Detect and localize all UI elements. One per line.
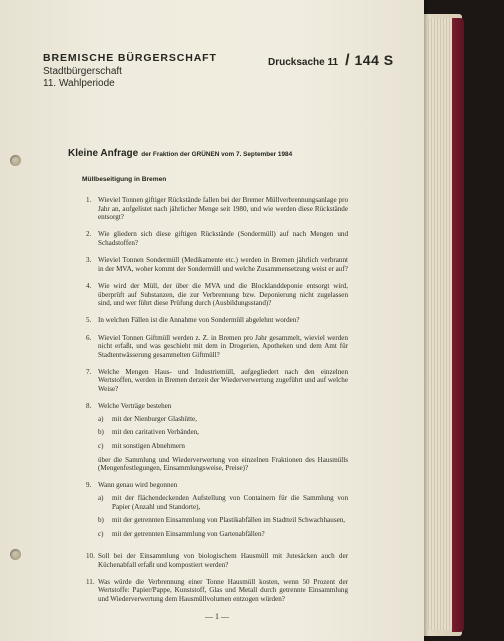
binder-cover: [452, 18, 464, 632]
question-text: Welche Verträge bestehen: [98, 402, 172, 411]
punch-hole-bottom: [10, 549, 21, 560]
question-body: [98, 196, 348, 222]
question-body: [98, 316, 348, 325]
sub-question-item: [98, 428, 348, 437]
question-item: [86, 368, 348, 394]
question-text: Wann genau wird begonnen: [98, 481, 178, 490]
question-item: [86, 578, 348, 604]
inquiry-title: Kleine Anfrage: [68, 148, 139, 159]
question-text: Was würde die Verbrennung einer Tonne Hausmüll kosten, wenn 50 Prozent der Wertstoffe: Papier/Pappe, Kunststoff, Glas und Metall durch getrennte Einsammlung und Wiederverwertung dem Hausmüllvolumen entzogen würden?: [98, 577, 348, 603]
question-item: [86, 402, 348, 473]
sub-question-text: mit sonstigen Abnehmern: [112, 442, 185, 451]
question-text: In welchen Fällen ist die Annahme von Sondermüll abgelehnt worden?: [98, 316, 300, 325]
question-body: [98, 481, 348, 543]
organization-name: BREMISCHE BÜRGERSCHAFT: [43, 52, 217, 64]
sub-question-list: [98, 415, 348, 451]
question-number: 7.: [86, 367, 92, 376]
question-text: Wieviel Tonnen Giftmüll werden z. Z. in Bremen pro Jahr gesammelt, wieviel werden nicht erfaßt, und was geschieht mit dem in Drogerien, Apotheken und dem Amt für Stadtentwässerung gesammelten Giftmüll?: [98, 333, 348, 359]
question-item: [86, 552, 348, 569]
question-number: 9.: [86, 481, 92, 490]
question-text: Soll bei der Einsammlung von biologischem Hausmüll mit Jutesäcken auch der Küchenabfall erfaßt und kompostiert werden?: [98, 551, 348, 569]
question-continuation: über die Sammlung und Wiederverwertung von einzelnen Fraktionen des Hausmülls (Mengenfestlegungen, Einsammlungsweise, Preise)?: [98, 455, 348, 473]
drucksache-reference: [268, 52, 394, 70]
question-text: Wie gliedern sich diese giftigen Rückstände (Sondermüll) auf nach Mengen und Schadstoffen?: [98, 230, 348, 247]
question-number: 11.: [86, 577, 95, 586]
question-body: [98, 230, 348, 247]
legislative-period: 11. Wahlperiode: [43, 78, 115, 89]
inquiry-topic: Müllbeseitigung in Bremen: [82, 176, 167, 183]
inquiry-heading: [68, 148, 292, 159]
sub-question-text: mit der Nienburger Glashütte,: [112, 414, 197, 423]
question-body: [98, 334, 348, 360]
question-body: [98, 256, 348, 273]
binder-page-edges: [428, 18, 454, 630]
sub-question-text: mit den caritativen Verbänden,: [112, 428, 199, 437]
question-number: 1.: [86, 196, 92, 204]
sub-question-item: [98, 442, 348, 451]
question-item: [86, 316, 348, 325]
sub-question-item: [98, 415, 348, 424]
question-number: 10.: [86, 551, 95, 560]
sub-question-item: [98, 530, 348, 539]
question-text: Wieviel Tonnen Sondermüll (Medikamente etc.) werden in Bremen jährlich verbrannt in der MVA, woher kommt der Sondermüll und welche Zusammensetzung weist er auf?: [98, 256, 348, 273]
question-body: [98, 282, 348, 308]
sub-question-list: [98, 494, 348, 538]
question-text: Welche Mengen Haus- und Industriemüll, aufgegliedert nach den einzelnen Wertstoffen, werden in Bremen derzeit der Wiederverwertung zugeführt und auf welche Weise?: [98, 367, 348, 394]
sub-question-letter: b): [98, 428, 104, 437]
question-number: 5.: [86, 316, 92, 325]
drucksache-slash: /: [345, 52, 350, 69]
sub-question-letter: c): [98, 442, 104, 451]
sub-question-letter: a): [98, 494, 104, 502]
page-number: — 1 —: [205, 612, 229, 621]
sub-question-item: [98, 516, 348, 525]
sub-question-item: [98, 494, 348, 511]
question-text: Wie wird der Müll, der über die MVA und die Blocklanddeponie entsorgt wird, überprüft auf Substanzen, die zur Verbrennung bzw. Deponierung nicht zugelassen sind, und wer führt diese Prüfung durch (Ausbildungsstand)?: [98, 281, 348, 308]
organization-subtitle: Stadtbürgerschaft: [43, 66, 122, 77]
question-number: 6.: [86, 333, 92, 342]
sub-question-letter: a): [98, 414, 104, 423]
drucksache-label: Drucksache 11: [268, 57, 339, 68]
question-item: [86, 282, 348, 308]
sub-question-text: mit der getrennten Einsammlung von Gartenabfällen?: [112, 529, 265, 538]
question-item: [86, 230, 348, 247]
question-item: [86, 334, 348, 360]
punch-hole-top: [10, 155, 21, 166]
question-item: [86, 196, 348, 222]
sub-question-letter: b): [98, 516, 104, 525]
question-body: [98, 368, 348, 394]
sub-question-text: mit der getrennten Einsammlung von Plastikabfällen im Stadtteil Schwachhausen,: [112, 516, 346, 525]
question-text: Wieviel Tonnen giftiger Rückstände fallen bei der Bremer Müllverbrennungsanlage pro Jahr an, aufgelistet nach jährlicher Menge seit 1980, und wie werden diese Rückstände entsorgt?: [98, 196, 348, 222]
question-number: 8.: [86, 402, 92, 411]
sub-question-text: mit der flächendeckenden Aufstellung von Containern für die Sammlung von Papier (Anzahl und Standorte),: [112, 494, 348, 511]
sub-question-letter: c): [98, 529, 104, 538]
question-number: 4.: [86, 281, 92, 290]
question-number: 2.: [86, 230, 92, 239]
question-item: [86, 256, 348, 273]
question-body: [98, 552, 348, 569]
question-list: [86, 196, 348, 612]
question-item: [86, 481, 348, 543]
inquiry-subtitle: der Fraktion der GRÜNEN vom 7. September 1984: [141, 151, 293, 158]
question-number: 3.: [86, 256, 92, 265]
question-body: [98, 402, 348, 473]
drucksache-number: 144 S: [354, 52, 394, 68]
question-body: [98, 578, 348, 604]
